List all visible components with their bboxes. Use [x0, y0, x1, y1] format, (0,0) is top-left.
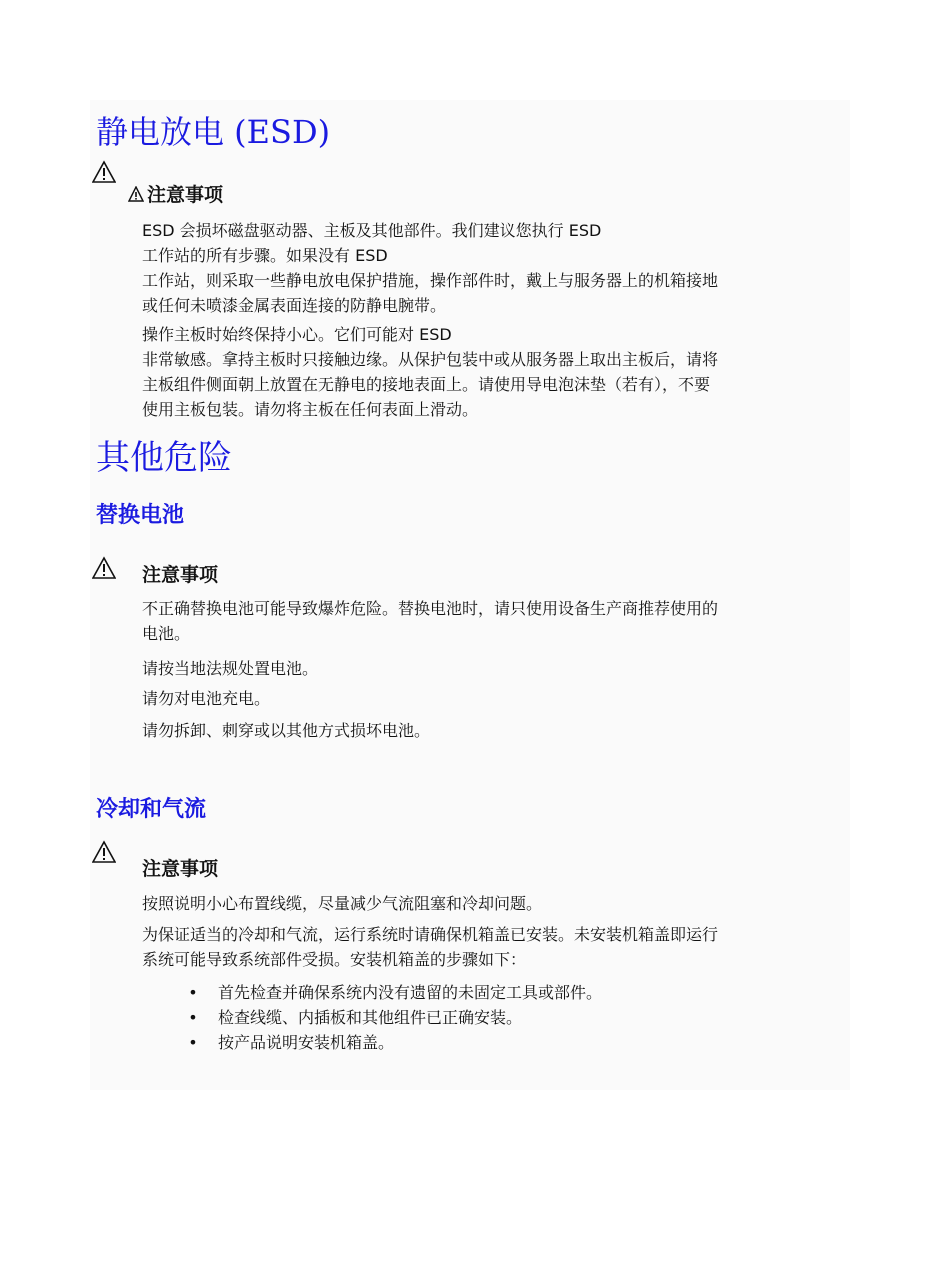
cooling-paragraph-1: 按照说明小心布置线缆，尽量减少气流阻塞和冷却问题。: [142, 894, 543, 913]
esd-p2-line: 使用主板包装。请勿将主板在任何表面上滑动。: [142, 400, 479, 419]
cooling-steps-list: [188, 980, 828, 1055]
esd-p1-line: 工作站的所有步骤。如果没有 ESD: [142, 246, 388, 265]
list-item-text: 按产品说明安装机箱盖。: [218, 1033, 395, 1052]
warning-triangle-icon: [92, 160, 116, 184]
esd-p2-line: 非常敏感。拿持主板时只接触边缘。从保护包装中或从服务器上取出主板后，请将: [142, 350, 719, 369]
other-hazards-title: 其他危险: [96, 438, 232, 478]
esd-p1-line: 或任何未喷漆金属表面连接的防静电腕带。: [142, 296, 447, 315]
battery-p1-line: 电池。: [142, 624, 191, 643]
bullet-icon: •: [188, 1033, 198, 1052]
list-item: [188, 980, 828, 1005]
bullet-icon: •: [188, 1008, 198, 1027]
battery-caution-label: 注意事项: [142, 564, 219, 586]
list-item-text: 检查线缆、内插板和其他组件已正确安装。: [218, 1008, 523, 1027]
battery-p1-line: 不正确替换电池可能导致爆炸危险。替换电池时，请只使用设备生产商推荐使用的: [142, 599, 719, 618]
esd-paragraph-1: [142, 218, 832, 318]
list-item: [188, 1030, 828, 1055]
cooling-title: 冷却和气流: [96, 797, 207, 822]
list-item: [188, 1005, 828, 1030]
warning-triangle-icon: [92, 840, 116, 864]
cooling-p2-line: 为保证适当的冷却和气流，运行系统时请确保机箱盖已安装。未安装机箱盖即运行: [142, 925, 719, 944]
cooling-p2-line: 系统可能导致系统部件受损。安装机箱盖的步骤如下：: [142, 950, 527, 969]
esd-title: 静电放电 (ESD): [96, 113, 331, 151]
battery-paragraph-4: 请勿拆卸、刺穿或以其他方式损坏电池。: [142, 721, 431, 740]
warning-small-icon: [128, 186, 144, 202]
esd-p1-line: ESD 会损坏磁盘驱动器、主板及其他部件。我们建议您执行 ESD: [142, 221, 602, 240]
battery-paragraph-1: [142, 596, 832, 646]
cooling-paragraph-2: [142, 922, 832, 972]
list-item-text: 首先检查并确保系统内没有遗留的未固定工具或部件。: [218, 983, 603, 1002]
esd-caution-heading: [142, 182, 223, 208]
battery-title: 替换电池: [96, 503, 185, 528]
warning-triangle-icon: [92, 556, 116, 580]
cooling-caution-label: 注意事项: [142, 858, 219, 880]
esd-paragraph-2: [142, 322, 832, 422]
esd-caution-label: 注意事项: [147, 184, 224, 206]
esd-p2-line: 主板组件侧面朝上放置在无静电的接地表面上。请使用导电泡沫垫（若有），不要: [142, 375, 711, 394]
esd-p1-line: 工作站，则采取一些静电放电保护措施，操作部件时，戴上与服务器上的机箱接地: [142, 271, 719, 290]
bullet-icon: •: [188, 983, 198, 1002]
esd-p2-line: 操作主板时始终保持小心。它们可能对 ESD: [142, 325, 452, 344]
battery-paragraph-3: 请勿对电池充电。: [142, 689, 271, 708]
battery-paragraph-2: 请按当地法规处置电池。: [142, 659, 319, 678]
